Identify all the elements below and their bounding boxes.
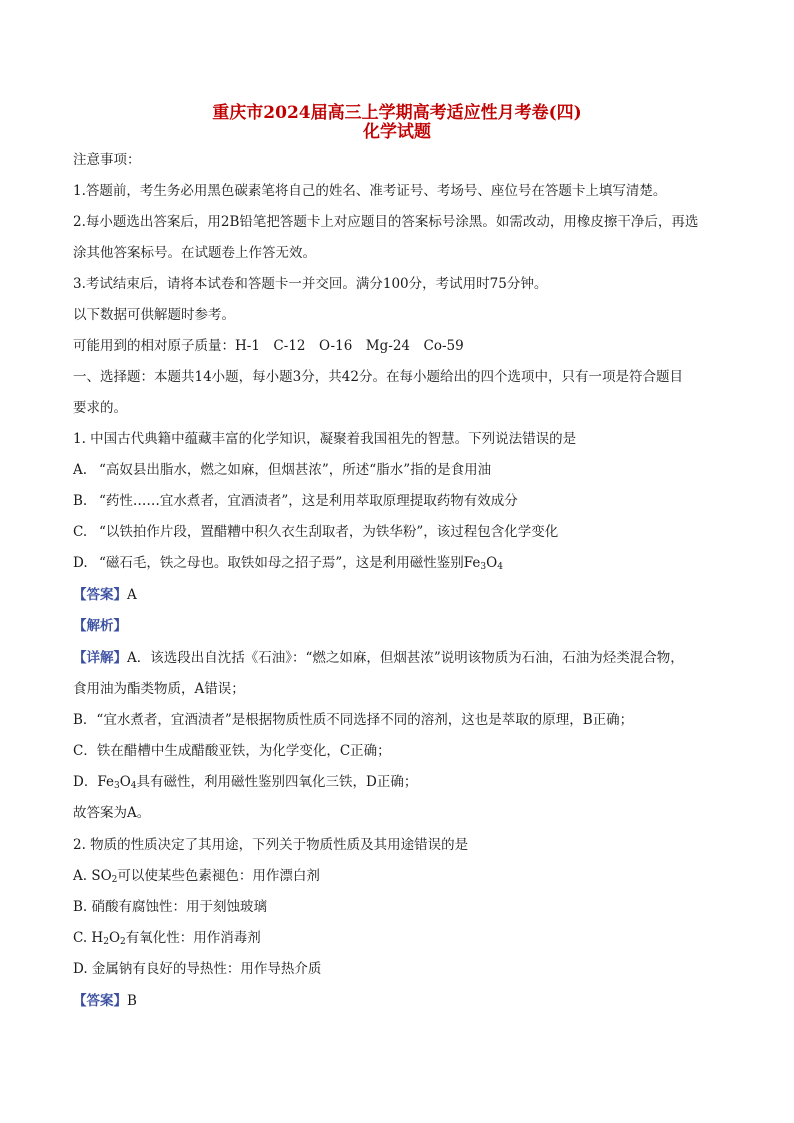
question-2-answer xyxy=(73,992,137,1010)
subscript: 2 xyxy=(120,937,126,947)
question-1-option-a xyxy=(73,461,491,479)
detail-text: 具有磁性，利用磁性鉴别四氧化三铁，D正确； xyxy=(136,774,418,790)
subscript: 2 xyxy=(103,937,109,947)
atomic-masses: 可能用到的相对原子质量：H-1 C-12 O-16 Mg-24 Co-59 xyxy=(73,338,464,354)
option-text: “以铁拍作片段，置醋糟中积久衣生刮取者，为铁华粉”，该过程包含化学变化 xyxy=(99,524,559,540)
subscript: 3 xyxy=(113,781,120,791)
question-2-option-a xyxy=(73,867,320,889)
subscript: 2 xyxy=(111,875,118,885)
question-1-detail-a-line-1 xyxy=(73,649,684,667)
option-key: D. xyxy=(73,555,88,571)
reference-note: 以下数据可供解题时参考。 xyxy=(73,307,235,323)
question-1-analysis xyxy=(73,617,127,635)
question-2-option-b: B. 硝酸有腐蚀性：用于刻蚀玻璃 xyxy=(73,899,268,915)
answer-value: B xyxy=(127,993,137,1009)
notes-heading: 注意事项： xyxy=(73,152,141,168)
detail-text: O xyxy=(119,774,131,790)
answer-value: A xyxy=(127,587,137,603)
option-text: 可以使某些色素褪色：用作漂白剂 xyxy=(117,868,320,884)
question-1-stem: 1. 中国古代典籍中蕴藏丰富的化学知识，凝聚着我国祖先的智慧。下列说法错误的是 xyxy=(73,431,577,447)
question-2-option-d: D. 金属钠有良好的导热性：用作导热介质 xyxy=(73,961,322,977)
option-text: “药性……宜水煮者，宜酒渍者”，这是利用萃取原理提取药物有效成分 xyxy=(99,493,518,509)
question-2-option-c xyxy=(73,929,261,951)
detail-text: D．Fe xyxy=(73,774,114,790)
question-1-detail-c: C．铁在醋槽中生成醋酸亚铁，为化学变化，C正确； xyxy=(73,743,391,759)
page-subtitle: 化学试题 xyxy=(363,122,431,142)
question-1-option-c xyxy=(73,523,558,541)
answer-tag: 【答案】 xyxy=(73,587,127,603)
detail-text: A．该选段出自沈括《石油》：“燃之如麻，但烟甚浓”说明该物质为石油，石油为烃类混合物， xyxy=(127,650,684,666)
option-text: “磁石毛，铁之母也。取铁如母之招子焉”，这是利用磁性鉴别Fe xyxy=(99,555,481,571)
option-text: C. H xyxy=(73,930,104,946)
note-1: 1.答题前，考生务必用黑色碳素笔将自己的姓名、准考证号、考场号、座位号在答题卡上填写清楚。 xyxy=(73,183,667,199)
option-text: 有氧化性：用作消毒剂 xyxy=(125,930,261,946)
section-intro-line-1: 一、选择题：本题共14小题，每小题3分，共42分。在每小题给出的四个选项中，只有一项是符合题目 xyxy=(73,369,683,385)
question-1-option-d xyxy=(73,554,503,576)
option-text: O xyxy=(108,930,121,946)
question-1-conclusion: 故答案为A。 xyxy=(73,805,151,821)
option-text: O xyxy=(486,555,498,571)
option-key: C. xyxy=(73,524,88,540)
option-key: B. xyxy=(73,493,88,509)
subscript: 4 xyxy=(130,781,137,791)
question-1-detail-b: B．“宜水煮者，宜酒渍者”是根据物质性质不同选择不同的溶剂，这也是萃取的原理，B正确； xyxy=(73,712,634,728)
page-title: 重庆市2024届高三上学期高考适应性月考卷(四) xyxy=(212,103,582,123)
section-intro-line-2: 要求的。 xyxy=(73,400,127,416)
question-1-answer xyxy=(73,586,137,604)
question-1-option-b xyxy=(73,492,518,510)
option-key: A. xyxy=(73,462,88,478)
note-2-line-2: 涂其他答案标号。在试题卷上作答无效。 xyxy=(73,245,316,261)
note-2-line-1: 2.每小题选出答案后，用2B铅笔把答题卡上对应题目的答案标号涂黑。如需改动，用橡皮擦干净后，再选 xyxy=(73,214,699,230)
answer-tag: 【答案】 xyxy=(73,993,127,1009)
subscript: 3 xyxy=(480,562,487,572)
option-text: “高奴县出脂水，燃之如麻，但烟甚浓”，所述“脂水”指的是食用油 xyxy=(99,462,492,478)
question-1-detail-a-line-2: 食用油为酯类物质，A错误； xyxy=(73,681,245,697)
note-3: 3.考试结束后，请将本试卷和答题卡一并交回。满分100分，考试用时75分钟。 xyxy=(73,276,548,292)
option-text: A. SO xyxy=(73,868,112,884)
subscript: 4 xyxy=(497,562,503,572)
analysis-tag: 【解析】 xyxy=(73,618,127,634)
detail-tag: 【详解】 xyxy=(73,650,127,666)
question-1-detail-d xyxy=(73,773,417,795)
question-2-stem: 2. 物质的性质决定了其用途，下列关于物质性质及其用途错误的是 xyxy=(73,837,469,853)
